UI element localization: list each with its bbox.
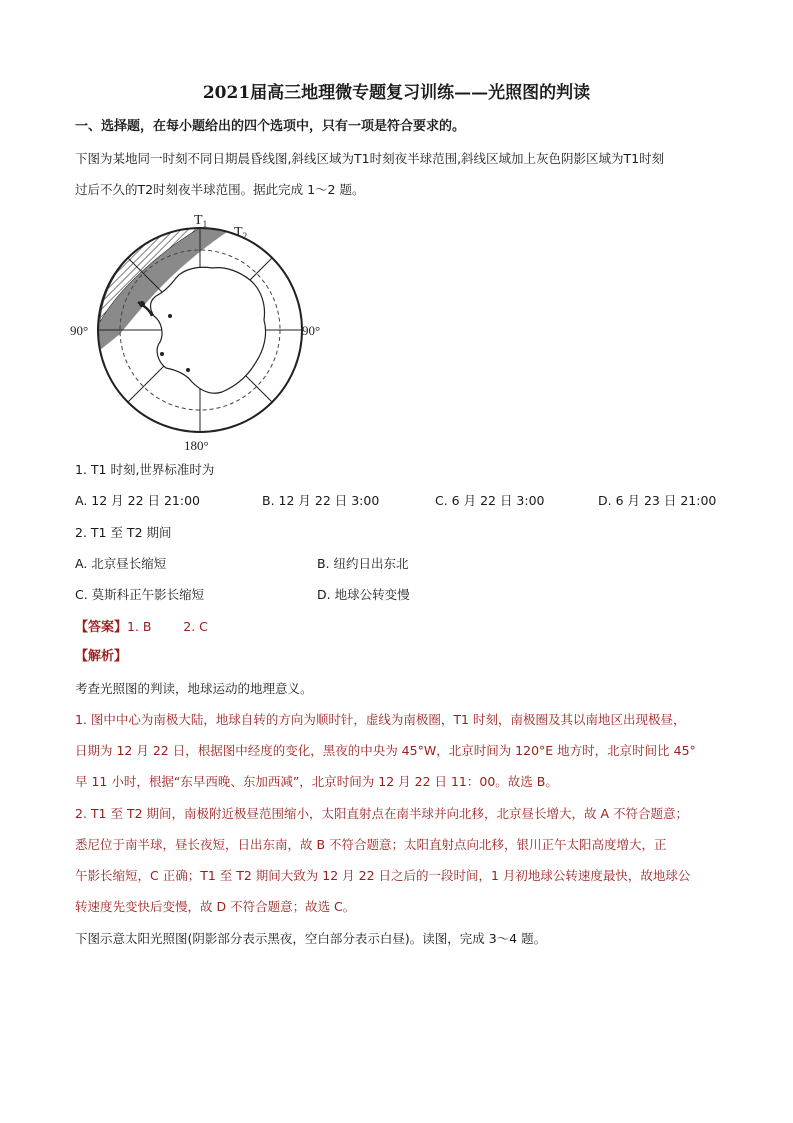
intro-line-1: 下图为某地同一时刻不同日期晨昏线图,斜线区域为T1时刻夜半球范围,斜线区域加上灰色阴影区域为T1时刻 [75, 151, 665, 166]
q1-option-d: D. 6 月 23 日 21:00 [598, 493, 717, 508]
analysis-p1-line-3: 早 11 小时，根据“东早西晚、东加西减”，北京时间为 12 月 22 日 11：00。故选 B。 [75, 774, 558, 789]
analysis-label: 【解析】 [75, 649, 128, 664]
label-t2: $T_2$ [234, 225, 248, 241]
q2-option-a: A. 北京昼长缩短 [75, 556, 167, 571]
analysis-summary: 考查光照图的判读，地球运动的地理意义。 [75, 681, 313, 696]
label-t1: $T_1$ [194, 213, 208, 229]
q2-option-b: B. 纽约日出东北 [317, 556, 409, 571]
analysis-p2-line-1: 2. T1 至 T2 期间，南极附近极昼范围缩小，太阳直射点在南半球并向北移，北京昼长增大，故 A 不符合题意； [75, 806, 688, 821]
q2-stem: 2. T1 至 T2 期间 [75, 525, 172, 540]
outro-line: 下图示意太阳光照图(阴影部分表示黑夜，空白部分表示白昼)。读图，完成 3～4 题。 [75, 931, 547, 946]
analysis-p1-line-2: 日期为 12 月 22 日，根据图中经度的变化，黑夜的中央为 45°W，北京时间为 120°E 地方时，北京时间比 45° [75, 743, 696, 758]
answer-label: 【答案】 [75, 620, 128, 635]
q1-option-a: A. 12 月 22 日 21:00 [75, 493, 201, 508]
analysis-p2-line-3: 午影长缩短，C 正确；T1 至 T2 期间大致为 12 月 22 日之后的一段时间，1 月初地球公转速度最快，故地球公 [75, 868, 691, 883]
q1-stem: 1. T1 时刻,世界标准时为 [75, 462, 215, 477]
q2-option-d: D. 地球公转变慢 [317, 587, 410, 602]
illumination-figure [70, 210, 330, 455]
analysis-p1-line-1: 1. 图中中心为南极大陆，地球自转的方向为顺时针，虚线为南极圈，T1 时刻，南极圈及其以南地区出现极昼， [75, 712, 686, 727]
q1-option-b: B. 12 月 22 日 3:00 [262, 493, 380, 508]
label-90-right: 90° [302, 323, 321, 338]
q1-option-c: C. 6 月 22 日 3:00 [435, 493, 545, 508]
analysis-p2-line-4: 转速度先变快后变慢，故 D 不符合题意；故选 C。 [75, 899, 356, 914]
q2-option-c: C. 莫斯科正午影长缩短 [75, 587, 205, 602]
answer-value: 1. B 2. C [127, 619, 208, 634]
page-title: 2021届高三地理微专题复习训练——光照图的判读 [202, 83, 591, 103]
analysis-p2-line-2: 悉尼位于南半球，昼长夜短，日出东南，故 B 不符合题意；太阳直射点向北移，银川正午太阳高度增大，正 [75, 837, 667, 852]
antarctica-outline [151, 267, 266, 393]
intro-line-2: 过后不久的T2时刻夜半球范围。据此完成 1～2 题。 [75, 182, 365, 197]
label-180: 180° [184, 438, 209, 453]
section-heading: 一、选择题，在每小题给出的四个选项中，只有一项是符合要求的。 [75, 119, 466, 134]
label-90-left: 90° [70, 323, 89, 338]
answer-line [75, 618, 208, 637]
